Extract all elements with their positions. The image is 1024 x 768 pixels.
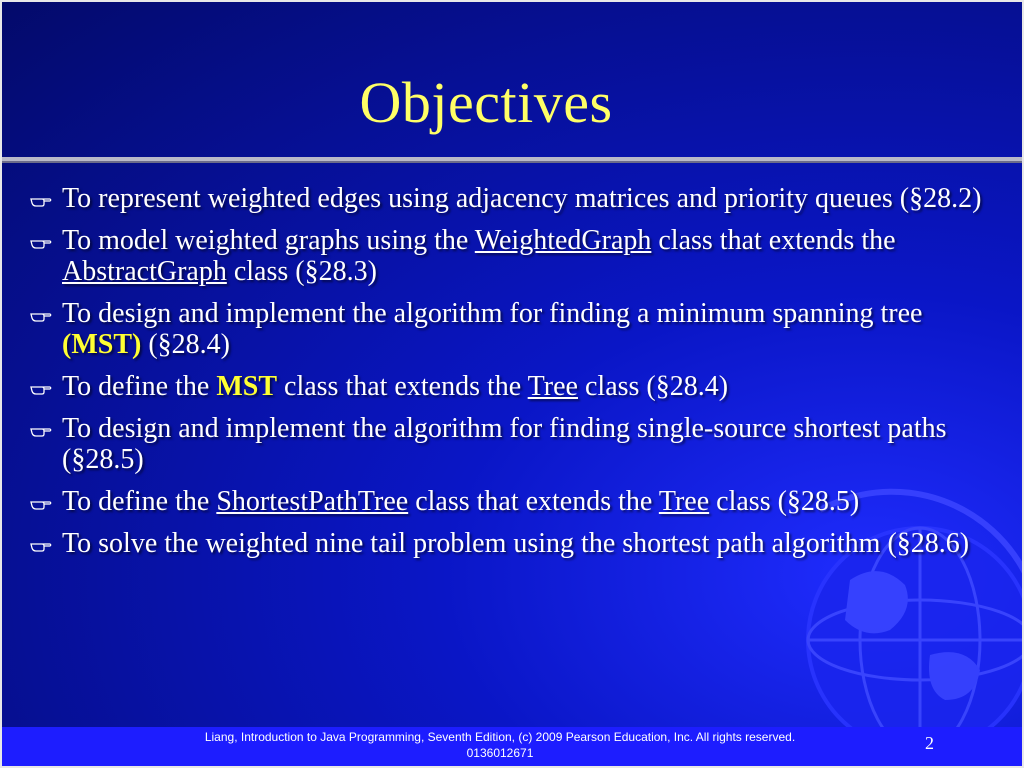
class-name-link[interactable]: Tree (658, 486, 710, 517)
objective-text: (§28.4) (141, 329, 230, 360)
class-name-link[interactable]: Tree (527, 371, 578, 402)
slide-title: Objectives (359, 70, 613, 135)
objective-item (30, 413, 985, 475)
page-number: 2 (925, 733, 934, 753)
objective-item (30, 528, 985, 559)
objective-text: class (§28.4) (577, 371, 729, 402)
emphasis-text: MST (216, 371, 278, 402)
objective-text: To solve the weighted nine tail problem using the shortest path algorithm (§28.6) (62, 528, 970, 559)
pointing-hand-icon (30, 422, 52, 438)
pointing-hand-icon (30, 537, 52, 553)
objective-item (30, 371, 985, 402)
pointing-hand-icon (30, 307, 52, 323)
objective-text: To represent weighted edges using adjacency matrices and priority queues (§28.2) (62, 183, 982, 214)
objective-text: To define the (62, 486, 217, 517)
objective-text: class that extends the (651, 225, 896, 256)
objective-text: class that extends the (408, 486, 659, 517)
objective-text: To model weighted graphs using the (62, 225, 475, 256)
objective-item (30, 486, 985, 517)
objective-item (30, 298, 985, 360)
footer-text: Liang, Introduction to Java Programming, Seventh Edition, (c) 2009 Pearson Education, Inc. All rights reserved. 0136012671 (204, 730, 796, 760)
objective-text: To define the (62, 371, 217, 402)
pointing-hand-icon (30, 380, 52, 396)
emphasis-text: (MST) (62, 329, 142, 360)
pointing-hand-icon (30, 192, 52, 208)
objective-text: class that extends the (277, 371, 528, 402)
objective-item (30, 183, 985, 214)
title-divider (2, 157, 1024, 163)
class-name-link[interactable]: WeightedGraph (474, 225, 652, 256)
pointing-hand-icon (30, 495, 52, 511)
objective-text: To design and implement the algorithm for finding single-source shortest paths (§28.5) (62, 413, 947, 475)
objective-text: To design and implement the algorithm for finding a minimum spanning tree (62, 298, 923, 329)
objective-text: class (§28.5) (709, 486, 860, 517)
objectives-list (30, 183, 985, 570)
class-name-link[interactable]: ShortestPathTree (216, 486, 409, 517)
pointing-hand-icon (30, 234, 52, 250)
class-name-link[interactable]: AbstractGraph (62, 256, 227, 287)
objective-text: class (§28.3) (226, 256, 377, 287)
objective-item (30, 225, 985, 287)
